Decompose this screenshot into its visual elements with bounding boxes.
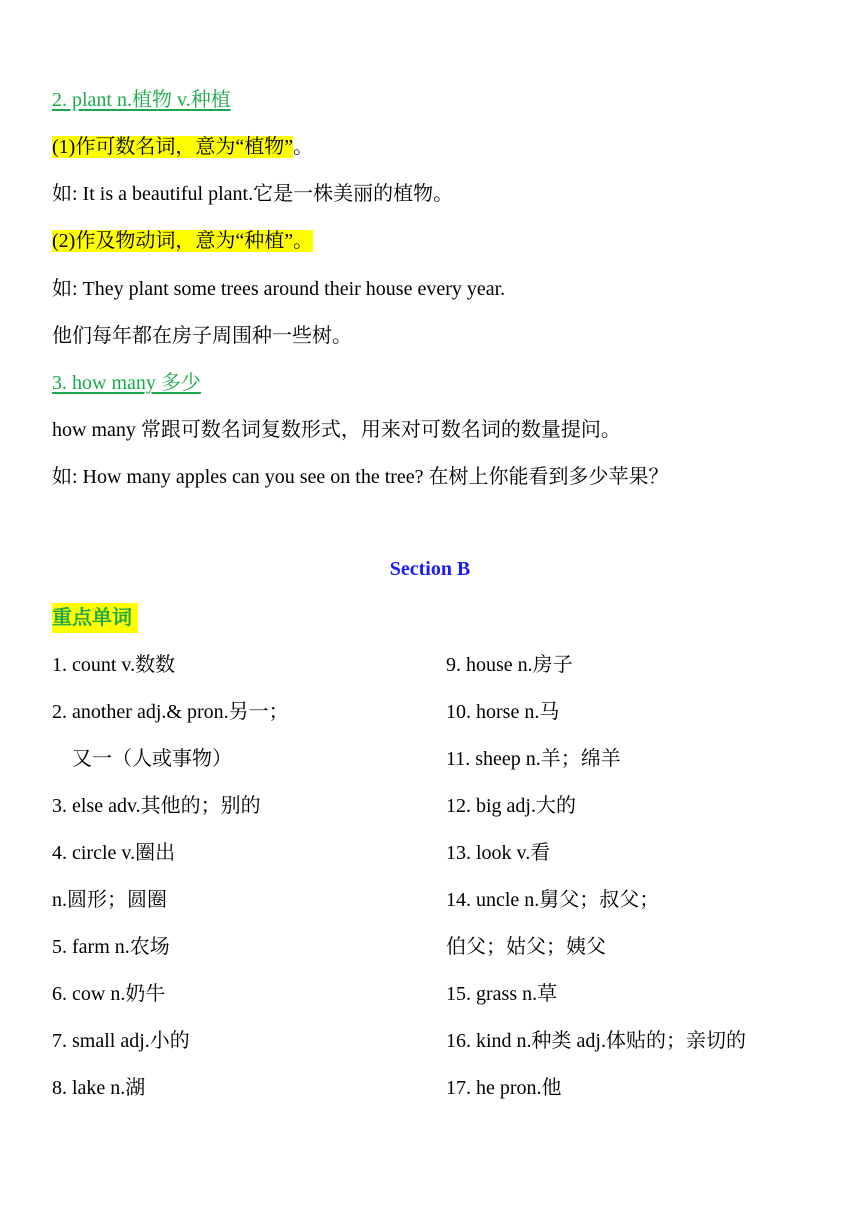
plant-usage-noun-tail: 。 — [293, 136, 314, 158]
vocab-right-item: 17. he pron.他 — [446, 1077, 562, 1099]
how-many-explanation: how many 常跟可数名词复数形式，用来对可数名词的数量提问。 — [52, 419, 621, 441]
vocab-right-item: 9. house n.房子 — [446, 654, 573, 676]
vocab-left-item: 1. count v.数数 — [52, 654, 176, 676]
plant-example-verb-cn: 他们每年都在房子周围种一些树。 — [52, 325, 352, 347]
vocab-right-item: 15. grass n.草 — [446, 983, 558, 1005]
vocab-left-item: n.圆形；圆圈 — [52, 889, 167, 911]
vocab-left-item: 4. circle v.圈出 — [52, 842, 176, 864]
vocab-left-item: 5. farm n.农场 — [52, 936, 170, 958]
vocab-right-item: 11. sheep n.羊；绵羊 — [446, 748, 621, 770]
vocab-right-item: 12. big adj.大的 — [446, 795, 576, 817]
vocab-right-item: 13. look v.看 — [446, 842, 551, 864]
vocab-left-item: 又一（人或事物） — [52, 748, 232, 770]
vocab-left-item: 3. else adv.其他的；别的 — [52, 795, 261, 817]
how-many-example: 如: How many apples can you see on the tree? 在树上你能看到多少苹果？ — [52, 466, 669, 488]
plant-usage-verb — [52, 228, 313, 254]
plant-example-noun: 如: It is a beautiful plant.它是一株美丽的植物。 — [52, 183, 454, 205]
plant-usage-noun-highlight: (1)作可数名词，意为“植物” — [52, 136, 294, 158]
vocab-right-item: 10. horse n.马 — [446, 701, 560, 723]
plant-heading: 2. plant n.植物 v.种植 — [52, 89, 231, 111]
vocab-left-item: 8. lake n.湖 — [52, 1077, 146, 1099]
plant-usage-noun — [52, 134, 313, 160]
section-title: Section B — [389, 558, 471, 580]
vocab-left-item: 6. cow n.奶牛 — [52, 983, 166, 1005]
vocab-right-item: 16. kind n.种类 adj.体贴的；亲切的 — [446, 1030, 746, 1052]
vocab-right-item: 14. uncle n.舅父；叔父； — [446, 889, 660, 911]
vocab-right-item: 伯父；姑父；姨父 — [446, 936, 606, 958]
how-many-heading: 3. how many 多少 — [52, 372, 201, 394]
plant-example-verb-en: 如: They plant some trees around their house every year. — [52, 278, 506, 300]
vocab-left-item: 2. another adj.& pron.另一； — [52, 701, 289, 723]
key-words-label: 重点单词 — [52, 603, 138, 633]
plant-usage-verb-highlight: (2)作及物动词，意为“种植”。 — [52, 230, 314, 252]
vocab-left-item: 7. small adj.小的 — [52, 1030, 190, 1052]
